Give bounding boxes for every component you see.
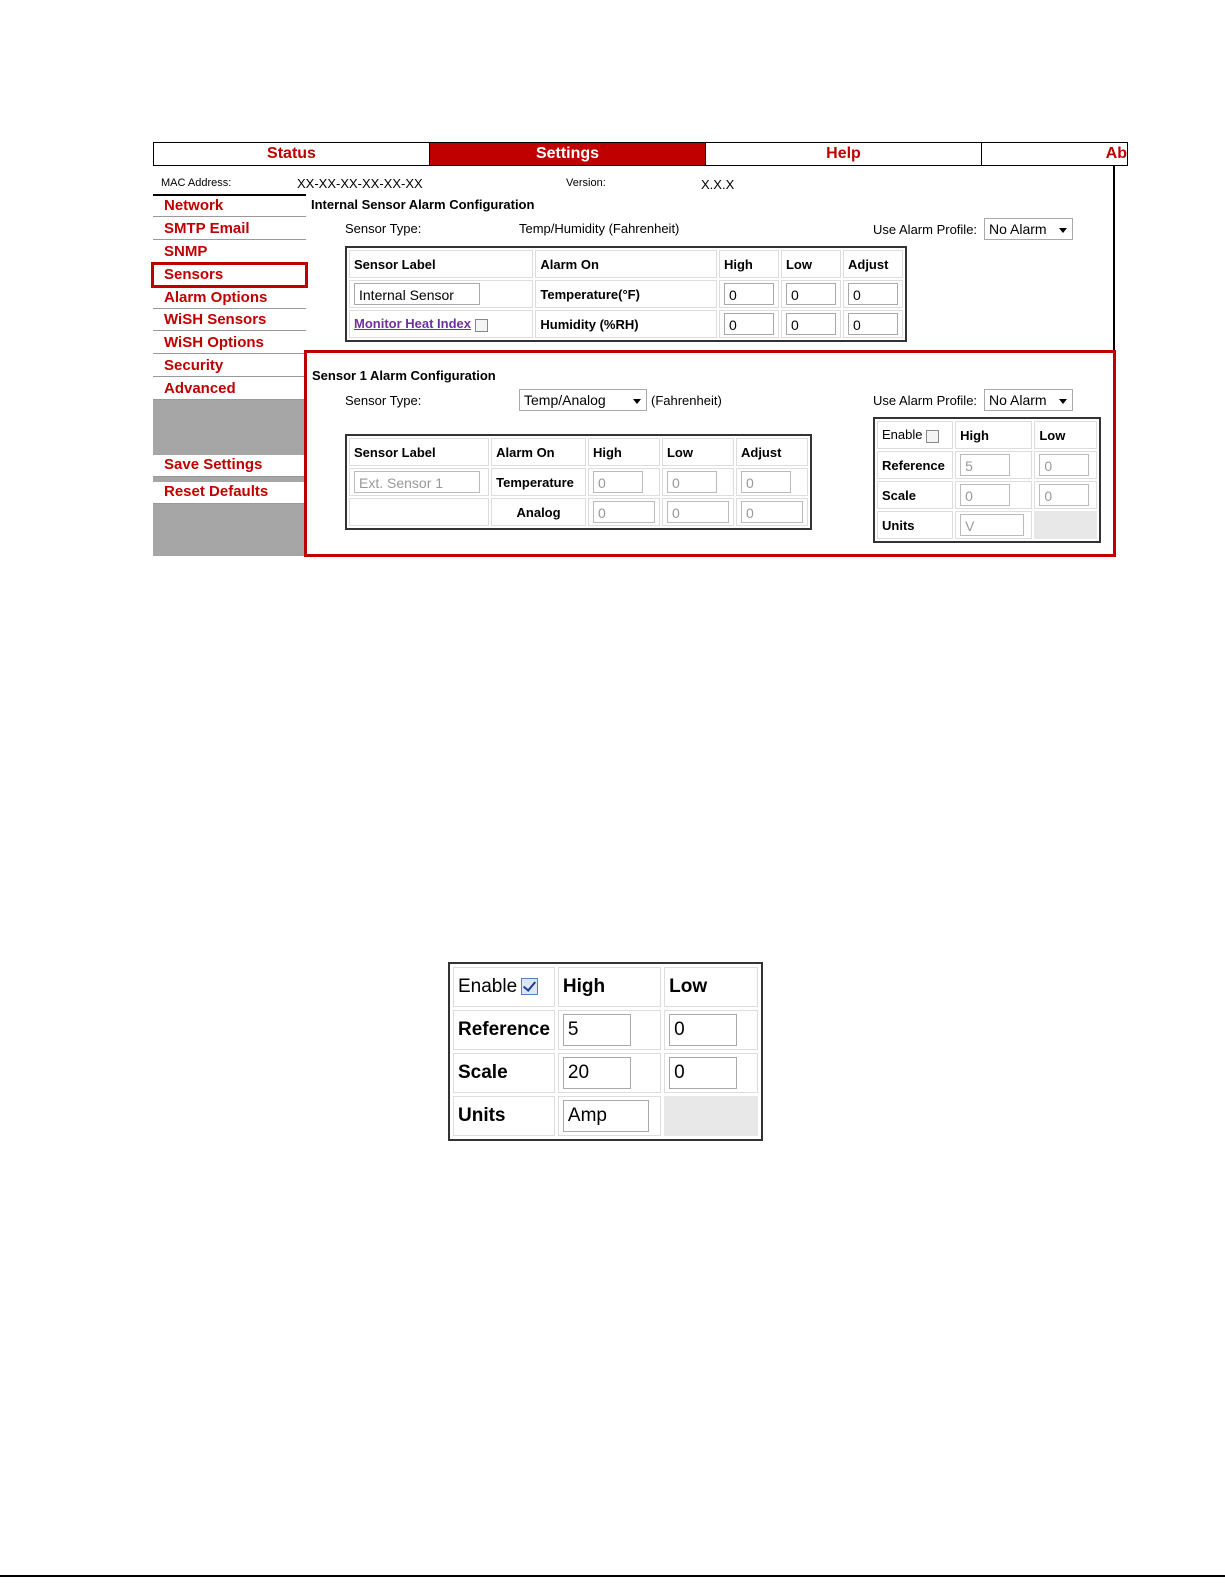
internal-temp-adjust-input[interactable]: 0 <box>848 283 898 305</box>
sidebar-item-alarm-options[interactable]: Alarm Options <box>153 288 306 309</box>
chevron-down-icon <box>1059 399 1067 404</box>
col-header-sensor-label: Sensor Label <box>349 438 489 466</box>
internal-sensor-table <box>345 246 907 342</box>
mac-label: MAC Address: <box>161 177 232 189</box>
reference-high-input[interactable]: 5 <box>960 454 1010 476</box>
sensor1-scaling-table <box>873 417 1101 543</box>
internal-temp-high-input[interactable]: 0 <box>724 283 774 305</box>
sensor1-label-input[interactable]: Ext. Sensor 1 <box>354 471 480 493</box>
content-border <box>1113 166 1115 350</box>
zoom-scale-label: Scale <box>453 1053 555 1093</box>
internal-sensor-type-value: Temp/Humidity (Fahrenheit) <box>519 221 680 236</box>
sensor1-section-title: Sensor 1 Alarm Configuration <box>312 368 496 383</box>
zoom-high-header: High <box>558 967 661 1007</box>
zoom-reference-low-input[interactable]: 0 <box>669 1014 737 1046</box>
scale-high-input[interactable]: 0 <box>960 484 1010 506</box>
zoom-units-label: Units <box>453 1096 555 1136</box>
chevron-down-icon <box>1059 228 1067 233</box>
alarm-on-temperature: Temperature <box>491 468 586 496</box>
sidebar-item-wish-sensors[interactable]: WiSH Sensors <box>153 310 306 331</box>
tab-status[interactable]: Status <box>154 143 430 165</box>
scaling-enable-cell <box>877 421 953 449</box>
internal-profile-value: No Alarm <box>989 221 1047 237</box>
monitor-heat-index-link[interactable]: Monitor Heat Index <box>354 316 472 332</box>
alarm-on-analog: Analog <box>491 498 586 526</box>
tab-about[interactable]: Ab <box>1105 145 1127 162</box>
scale-low-input[interactable]: 0 <box>1039 484 1089 506</box>
reset-defaults-button[interactable]: Reset Defaults <box>153 482 306 504</box>
enable-label: Enable <box>882 427 923 443</box>
zoomed-scaling-table <box>448 962 763 1141</box>
sidebar-bottom-fill <box>153 504 306 556</box>
internal-profile-label: Use Alarm Profile: <box>873 222 978 237</box>
sidebar-item-security[interactable]: Security <box>153 356 306 377</box>
col-header-alarm-on: Alarm On <box>535 250 717 278</box>
sidebar-item-sensors[interactable]: Sensors <box>153 265 306 286</box>
chevron-down-icon <box>633 399 641 404</box>
zoom-scale-high-input[interactable]: 20 <box>563 1057 631 1089</box>
version-value: X.X.X <box>701 177 735 192</box>
scaling-enable-checkbox[interactable] <box>926 430 939 443</box>
zoom-units-empty-cell <box>664 1096 758 1136</box>
internal-temp-low-input[interactable]: 0 <box>786 283 836 305</box>
scaling-low-header: Low <box>1034 421 1097 449</box>
zoom-enable-label: Enable <box>458 976 518 997</box>
zoom-reference-label: Reference <box>453 1010 555 1050</box>
sidebar-item-advanced[interactable]: Advanced <box>153 379 306 400</box>
sidebar-item-snmp[interactable]: SNMP <box>153 242 306 263</box>
col-header-low: Low <box>781 250 841 278</box>
internal-section-title: Internal Sensor Alarm Configuration <box>311 197 535 212</box>
col-header-high: High <box>719 250 779 278</box>
col-header-adjust: Adjust <box>843 250 903 278</box>
sensors-highlight-box <box>151 262 308 288</box>
internal-hum-high-input[interactable]: 0 <box>724 313 774 335</box>
col-header-low: Low <box>662 438 734 466</box>
version-label: Version: <box>566 177 606 189</box>
zoom-enable-cell <box>453 967 555 1007</box>
sidebar-item-wish-options[interactable]: WiSH Options <box>153 333 306 354</box>
sensor1-profile-value: No Alarm <box>989 392 1047 408</box>
zoom-reference-high-input[interactable]: 5 <box>563 1014 631 1046</box>
zoom-units-input[interactable]: Amp <box>563 1100 649 1132</box>
scale-label: Scale <box>877 481 953 509</box>
save-settings-button[interactable]: Save Settings <box>153 455 306 477</box>
col-header-adjust: Adjust <box>736 438 808 466</box>
sidebar-spacer <box>153 400 306 455</box>
sensor1-analog-adjust-input[interactable]: 0 <box>741 501 803 523</box>
internal-sensor-type-label: Sensor Type: <box>345 221 422 236</box>
internal-hum-adjust-input[interactable]: 0 <box>848 313 898 335</box>
sensor1-profile-label: Use Alarm Profile: <box>873 393 978 408</box>
col-header-alarm-on: Alarm On <box>491 438 586 466</box>
alarm-on-temperature: Temperature(°F) <box>535 280 717 308</box>
sensor1-sensor-type-label: Sensor Type: <box>345 393 422 408</box>
page-bottom-rule <box>0 1575 1225 1577</box>
zoom-scale-low-input[interactable]: 0 <box>669 1057 737 1089</box>
units-input[interactable]: V <box>960 514 1024 536</box>
sensor1-temp-adjust-input[interactable]: 0 <box>741 471 791 493</box>
col-header-sensor-label: Sensor Label <box>349 250 533 278</box>
sensor1-table <box>345 434 812 530</box>
internal-sensor-label-input[interactable]: Internal Sensor <box>354 283 480 305</box>
tab-help[interactable]: Help <box>706 143 982 165</box>
sensor1-temp-high-input[interactable]: 0 <box>593 471 643 493</box>
top-tab-bar <box>153 142 1128 166</box>
sensor1-sensor-unit: (Fahrenheit) <box>651 393 722 408</box>
sensor1-sensor-type-select[interactable] <box>519 389 647 411</box>
empty-cell <box>349 498 489 526</box>
internal-alarm-profile-select[interactable] <box>984 218 1073 240</box>
units-empty-cell <box>1034 511 1097 539</box>
heat-index-checkbox[interactable] <box>475 319 488 332</box>
scaling-high-header: High <box>955 421 1032 449</box>
zoom-low-header: Low <box>664 967 758 1007</box>
reference-label: Reference <box>877 451 953 479</box>
tab-settings[interactable]: Settings <box>430 143 706 165</box>
sensor1-analog-high-input[interactable]: 0 <box>593 501 655 523</box>
internal-hum-low-input[interactable]: 0 <box>786 313 836 335</box>
sensor1-analog-low-input[interactable]: 0 <box>667 501 729 523</box>
col-header-high: High <box>588 438 660 466</box>
alarm-on-humidity: Humidity (%RH) <box>535 310 717 338</box>
zoom-enable-checkbox[interactable] <box>521 978 538 995</box>
sidebar-item-smtp-email[interactable]: SMTP Email <box>153 219 306 240</box>
sensor1-sensor-type-value: Temp/Analog <box>524 392 606 408</box>
sidebar-item-network[interactable]: Network <box>153 196 306 217</box>
mac-value: XX-XX-XX-XX-XX-XX <box>297 176 423 191</box>
sensor1-temp-low-input[interactable]: 0 <box>667 471 717 493</box>
units-label: Units <box>877 511 953 539</box>
sensor1-alarm-profile-select[interactable] <box>984 389 1073 411</box>
reference-low-input[interactable]: 0 <box>1039 454 1089 476</box>
